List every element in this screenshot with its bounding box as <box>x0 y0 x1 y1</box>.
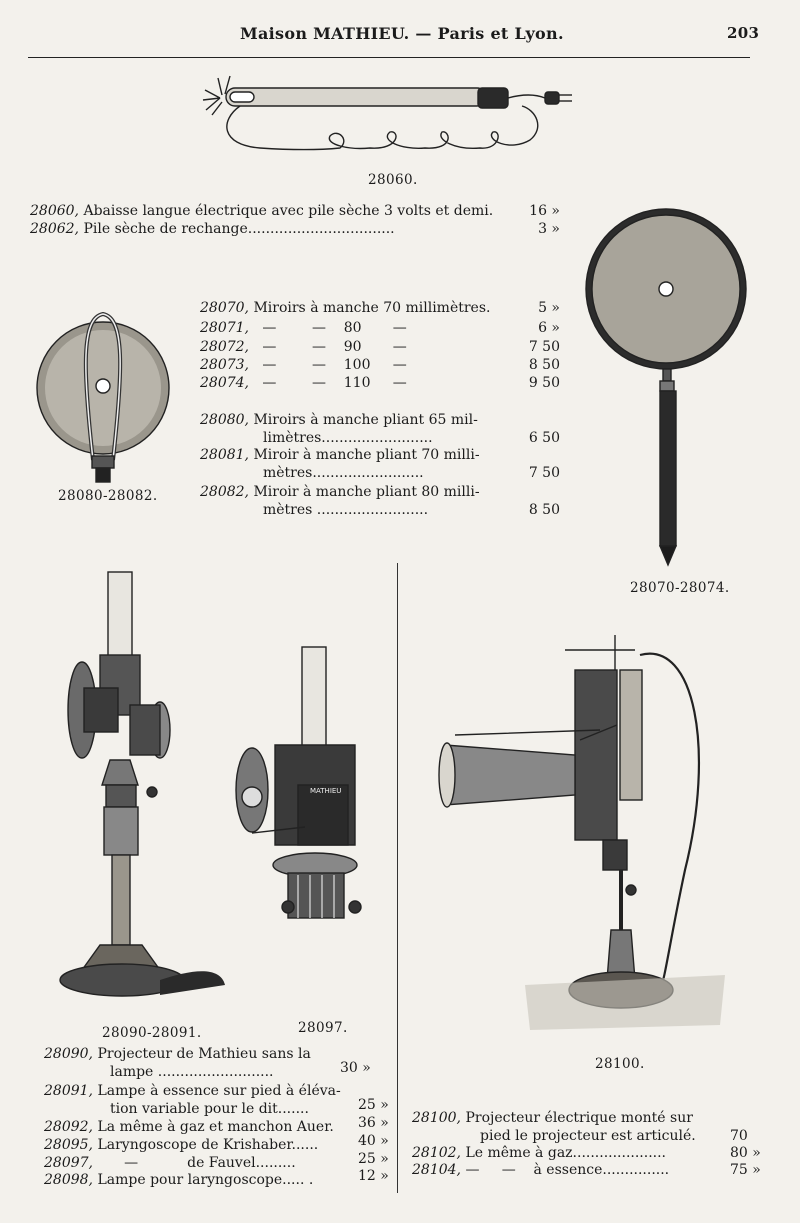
item-desc: — de Fauvel......... <box>124 1155 296 1171</box>
figure-label-28097: 28097. <box>298 1020 348 1036</box>
item-desc: — — 100 — <box>262 357 407 373</box>
lamp-marking: MATHIEU <box>310 787 342 795</box>
item-ref: 28095, <box>44 1137 93 1153</box>
item-desc: — — 90 — <box>262 339 407 355</box>
item-ref: 28073, <box>200 357 249 373</box>
item-desc: Le même à gaz..................... <box>465 1145 666 1161</box>
item-desc: Abaisse langue électrique avec pile sèche 3 volts et demi. <box>83 203 494 219</box>
item-ref: 28091, <box>44 1083 93 1099</box>
figure-label-28080-28082: 28080-28082. <box>58 488 158 504</box>
item-price: 6 50 <box>528 430 560 446</box>
list-item <box>44 1083 341 1099</box>
item-ref: 28097, <box>44 1155 93 1171</box>
item-price: 16 » <box>529 203 560 219</box>
item-ref: 28072, <box>200 339 249 355</box>
item-price: 6 » <box>538 320 560 336</box>
item-price: 3 » <box>538 221 560 237</box>
item-price: 25 » <box>358 1151 389 1167</box>
folding-mirror-illustration <box>35 310 175 490</box>
item-desc: Miroirs à manche 70 millimètres. <box>253 300 491 316</box>
item-price: 7 50 <box>528 339 560 355</box>
item-ref: 28071, <box>200 320 249 336</box>
figure-label-28070-28074: 28070-28074. <box>630 580 730 596</box>
item-desc: Miroir à manche pliant 80 milli- <box>253 484 480 500</box>
item-desc: — — 110 — <box>262 375 407 391</box>
laryngoscope-illustration <box>230 645 370 930</box>
list-item <box>412 1145 666 1161</box>
item-price: 25 » <box>358 1097 389 1113</box>
list-item <box>412 1162 669 1178</box>
item-desc-continued: tion variable pour le dit....... <box>110 1101 309 1117</box>
list-item <box>44 1119 334 1135</box>
item-ref: 28102, <box>412 1145 461 1161</box>
list-item <box>200 339 407 355</box>
page-number: 203 <box>727 24 760 42</box>
page-header-title: Maison MATHIEU. — Paris et Lyon. <box>240 24 564 43</box>
item-price: 70 <box>730 1128 748 1144</box>
list-item <box>30 221 395 237</box>
handle-mirror-illustration <box>580 205 755 570</box>
electric-projector-illustration <box>435 630 735 1040</box>
item-ref: 28090, <box>44 1046 93 1062</box>
item-desc-continued: limètres......................... <box>263 430 433 446</box>
item-price: 7 50 <box>528 465 560 481</box>
item-price: 8 50 <box>528 357 560 373</box>
item-desc-continued: lampe .......................... <box>110 1064 274 1080</box>
figure-label-28060: 28060. <box>368 172 418 188</box>
item-price: 5 » <box>538 300 560 316</box>
list-item <box>44 1155 296 1171</box>
item-price: 36 » <box>358 1115 389 1131</box>
item-desc: La même à gaz et manchon Auer. <box>97 1119 334 1135</box>
item-ref: 28082, <box>200 484 249 500</box>
item-ref: 28098, <box>44 1172 93 1188</box>
item-desc: — — 80 — <box>262 320 407 336</box>
item-ref: 28060, <box>30 203 79 219</box>
list-item <box>44 1137 318 1153</box>
list-item <box>200 484 480 500</box>
list-item <box>200 447 480 463</box>
item-ref: 28100, <box>412 1110 461 1126</box>
item-ref: 28092, <box>44 1119 93 1135</box>
item-ref: 28062, <box>30 221 79 237</box>
item-ref: 28074, <box>200 375 249 391</box>
projector-lamp-illustration <box>60 570 235 1010</box>
item-price: 12 » <box>358 1168 389 1184</box>
list-item <box>30 203 493 219</box>
item-desc-continued: mètres......................... <box>263 465 424 481</box>
item-price: 30 » <box>340 1060 371 1076</box>
figure-label-28100: 28100. <box>595 1056 645 1072</box>
item-desc: Laryngoscope de Krishaber...... <box>97 1137 319 1153</box>
list-item <box>200 320 407 336</box>
item-desc: Pile sèche de rechange................................. <box>83 221 395 237</box>
item-ref: 28070, <box>200 300 249 316</box>
item-price: 9 50 <box>528 375 560 391</box>
figure-label-28090-28091: 28090-28091. <box>102 1025 202 1041</box>
item-desc: — — à essence............... <box>465 1162 670 1178</box>
list-item <box>200 412 478 428</box>
item-ref: 28081, <box>200 447 249 463</box>
item-ref: 28104, <box>412 1162 461 1178</box>
item-price: 40 » <box>358 1133 389 1149</box>
list-item <box>200 375 407 391</box>
item-price: 75 » <box>730 1162 761 1178</box>
item-desc-continued: mètres ......................... <box>263 502 429 518</box>
item-desc: Miroir à manche pliant 70 milli- <box>253 447 480 463</box>
item-desc-continued: pied le projecteur est articulé. <box>480 1128 696 1144</box>
item-desc: Projecteur électrique monté sur <box>465 1110 693 1126</box>
item-ref: 28080, <box>200 412 249 428</box>
tongue-depressor-illustration <box>200 70 590 170</box>
item-desc: Miroirs à manche pliant 65 mil- <box>253 412 478 428</box>
list-item <box>200 300 490 316</box>
list-item <box>44 1046 311 1062</box>
item-price: 80 » <box>730 1145 761 1161</box>
header-rule <box>28 57 750 58</box>
item-desc: Lampe à essence sur pied à éléva- <box>97 1083 341 1099</box>
list-item <box>412 1110 693 1126</box>
item-desc: Projecteur de Mathieu sans la <box>97 1046 311 1062</box>
list-item <box>200 357 407 373</box>
item-price: 8 50 <box>528 502 560 518</box>
item-desc: Lampe pour laryngoscope..... . <box>97 1172 314 1188</box>
list-item <box>44 1172 313 1188</box>
